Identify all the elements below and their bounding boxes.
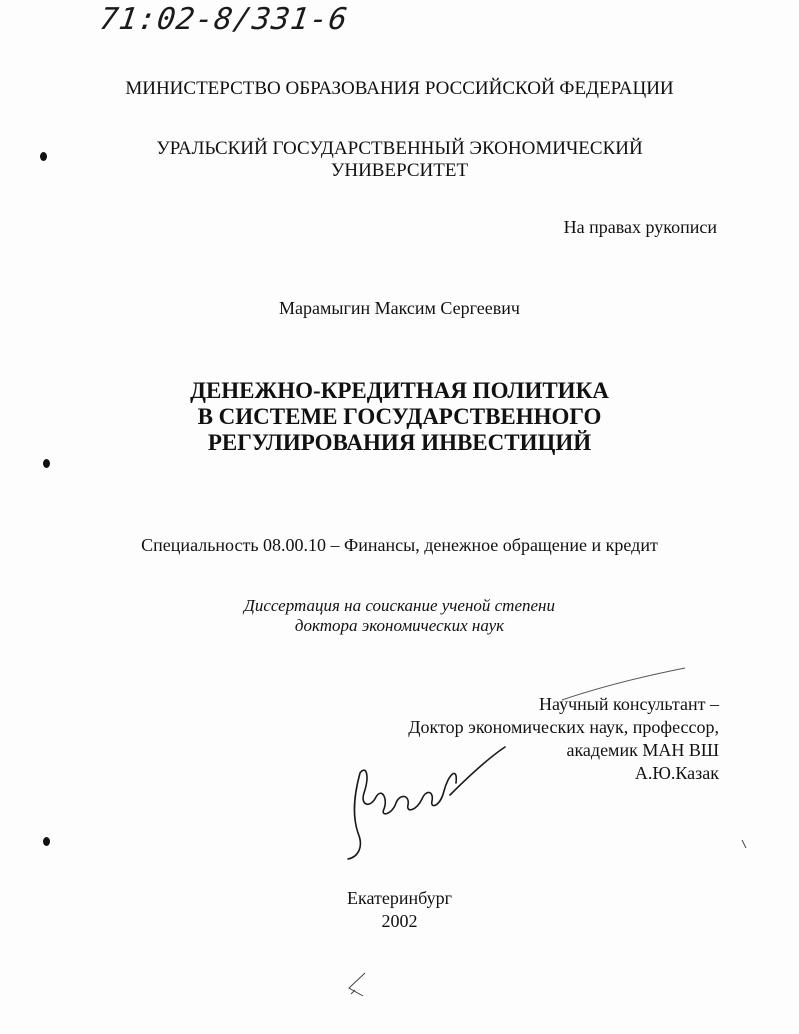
consultant-line-3: академик МАН ВШ — [566, 740, 719, 760]
binding-hole-mark — [40, 152, 47, 161]
consultant-line-2: Доктор экономических наук, профессор, — [408, 717, 719, 737]
city-name: Екатеринбург — [347, 888, 452, 908]
title-line-3: РЕГУЛИРОВАНИЯ ИНВЕСТИЦИЙ — [207, 430, 592, 455]
publication-place — [0, 887, 799, 933]
handwritten-signature — [330, 735, 510, 865]
publication-year: 2002 — [381, 911, 418, 931]
consultant-line-1: Научный консультант – — [539, 694, 719, 714]
archive-code-handwritten: 71:02-8/331-6 — [97, 2, 351, 37]
degree-line-1: Диссертация на соискание ученой степени — [244, 596, 555, 615]
binding-hole-mark — [43, 459, 50, 468]
dissertation-degree — [0, 596, 799, 636]
pencil-mark — [343, 970, 373, 1000]
stray-mark — [740, 838, 750, 850]
specialty-line: Специальность 08.00.10 – Финансы, денежное обращение и кредит — [141, 535, 658, 555]
university-line-1: УРАЛЬСКИЙ ГОСУДАРСТВЕННЫЙ ЭКОНОМИЧЕСКИЙ — [156, 138, 643, 159]
dissertation-title — [0, 378, 799, 456]
rights-notice: На правах рукописи — [563, 217, 717, 237]
binding-hole-mark — [43, 837, 50, 846]
ministry-heading: МИНИСТЕРСТВО ОБРАЗОВАНИЯ РОССИЙСКОЙ ФЕДЕРАЦИИ — [125, 78, 674, 99]
title-line-1: ДЕНЕЖНО-КРЕДИТНАЯ ПОЛИТИКА — [190, 378, 609, 403]
consultant-line-4: А.Ю.Казак — [634, 763, 719, 783]
university-line-2: УНИВЕРСИТЕТ — [330, 160, 469, 181]
author-name: Марамыгин Максим Сергеевич — [279, 298, 520, 318]
title-line-2: В СИСТЕМЕ ГОСУДАРСТВЕННОГО — [197, 404, 602, 429]
university-heading — [0, 138, 799, 182]
degree-line-2: доктора экономических наук — [294, 616, 505, 635]
